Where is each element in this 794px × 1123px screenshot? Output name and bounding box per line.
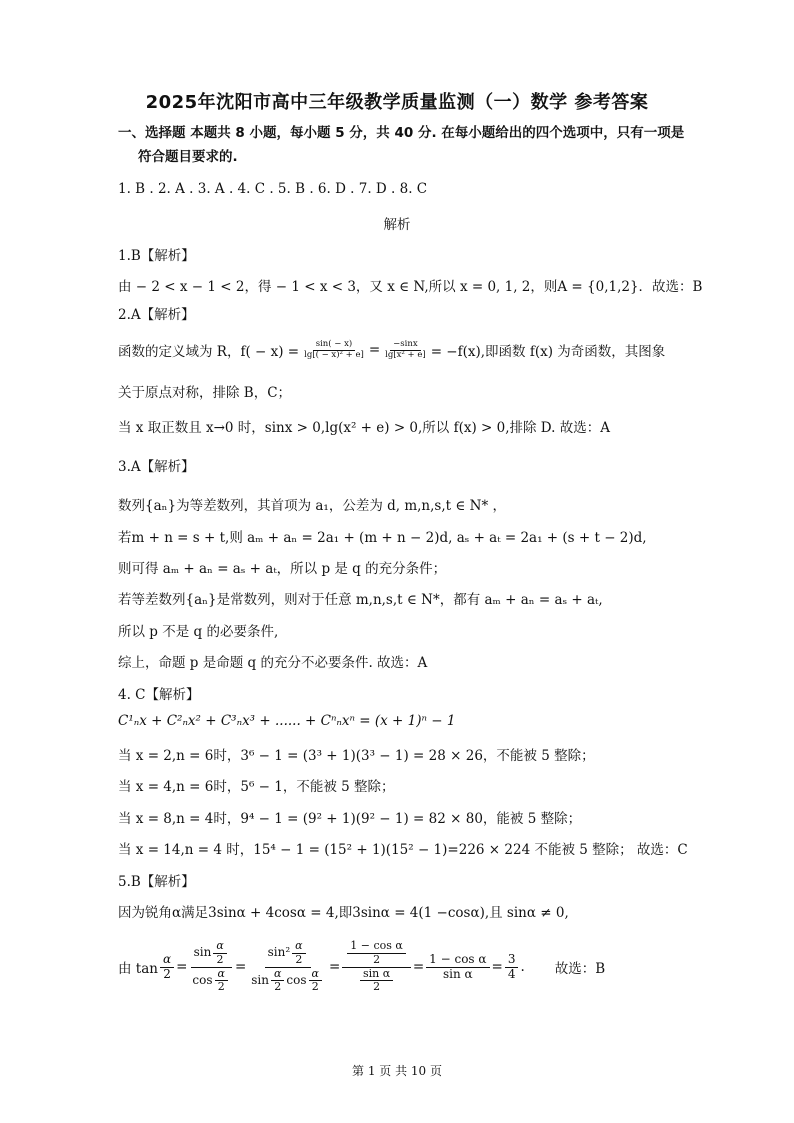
q4-head: 4. C【解析】: [118, 687, 200, 703]
q2-f1-numerator: sin( − x): [313, 340, 356, 351]
q5-simplified-fraction: [426, 953, 489, 982]
q4-line3: 当 x = 4,n = 6时，5⁶ − 1，不能被 5 整除；: [118, 779, 395, 795]
q1-head: 1.B【解析】: [118, 248, 195, 264]
answer-key: 1. B . 2. A . 3. A . 4. C . 5. B . 6. D . 7. D . 8. C: [118, 181, 428, 197]
q5-cf-num: [342, 940, 411, 967]
q5-sf-num: 1 − cos α: [426, 953, 489, 968]
q2-line1: [118, 340, 665, 361]
q2-line2: 关于原点对称，排除 B，C；: [118, 385, 292, 401]
q2-f2-numerator: −sinx: [390, 340, 420, 351]
q5-prefix: 由 tan: [118, 961, 158, 977]
q5-result-fraction: [505, 953, 519, 982]
section1-line2: 符合题目要求的.: [138, 149, 238, 165]
q2-f2-denominator: lg[x² + e]: [385, 349, 426, 360]
analysis-heading: 解析: [383, 217, 411, 233]
q5-rf-num: 3: [505, 953, 519, 968]
q5-line1: 因为锐角α满足3sinα + 4cosα = 4,即3sinα = 4(1 −cosα),且 sinα ≠ 0,: [118, 905, 569, 921]
section1-line1: 一、选择题 本题共 8 小题，每小题 5 分，共 40 分. 在每小题给出的四个选项中，只有一项是: [118, 125, 685, 141]
q5-soc-d-a: α: [215, 968, 228, 982]
q5-period: .: [520, 959, 525, 975]
q5-s2-den-frac1: [271, 968, 284, 994]
q5-cf-den-frac: [360, 968, 393, 994]
q5-s2-sin: sin: [251, 972, 269, 987]
q5-sin-over-cos: [189, 940, 233, 994]
q3-line1: 数列{aₙ}为等差数列，其首项为 a₁，公差为 d, m,n,s,t ∈ N* ，: [118, 498, 506, 514]
q3-head: 3.A【解析】: [118, 459, 195, 475]
q5-cf-d-top: sin α: [360, 968, 393, 982]
q5-soc-den: [189, 968, 233, 994]
q3-line5: 所以 p 不是 q 的必要条件,: [118, 624, 279, 640]
q5-head: 5.B【解析】: [118, 874, 195, 890]
q3-line2: 若m + n = s + t,则 aₘ + aₙ = 2a₁ + (m + n − 2)d, aₛ + aₜ = 2a₁ + (s + t − 2)d,: [118, 530, 647, 546]
q5-s2-d2-2: 2: [311, 980, 319, 994]
q5-s2-d1-a: α: [271, 968, 284, 982]
q2-head: 2.A【解析】: [118, 307, 195, 323]
q5-cf-den: [355, 968, 398, 994]
q5-half-alpha: [160, 953, 174, 982]
q5-s2-num: [265, 940, 311, 967]
q5-cf-n-2: 2: [373, 952, 381, 966]
q5-eq-1: =: [176, 959, 188, 975]
q5-cf-n-top: 1 − cos α: [347, 940, 406, 954]
q4-line5: 当 x = 14,n = 4 时，15⁴ − 1 = (15² + 1)(15² − 1)=226 × 224 不能被 5 整除； 故选：C: [118, 842, 688, 858]
q5-sin2-fraction: [248, 940, 327, 994]
q3-line4: 若等差数列{aₙ}是常数列，则对于任意 m,n,s,t ∈ N*，都有 aₘ + aₙ = aₛ + aₜ,: [118, 592, 603, 608]
q2-line1-suffix: = −f(x),即函数 f(x) 为奇函数，其图象: [430, 344, 666, 361]
q5-soc-num-frac: [213, 940, 226, 966]
q5-soc-cos: cos: [192, 972, 213, 987]
q5-s2-d1-2: 2: [274, 980, 282, 994]
q5-s2-sin2: sin²: [267, 945, 291, 960]
q5-soc-n-2: 2: [216, 952, 224, 966]
q5-sf-den: sin α: [443, 966, 473, 981]
q5-choice: 故选：B: [554, 961, 606, 977]
q5-ha-num: α: [160, 953, 174, 968]
q3-line3: 则可得 aₘ + aₙ = aₛ + aₜ，所以 p 是 q 的充分条件；: [118, 561, 447, 577]
q5-s2-d2-a: α: [309, 968, 322, 982]
page-title: 2025年沈阳市高中三年级教学质量监测（一）数学 参考答案: [145, 92, 649, 113]
q5-eq-4: =: [412, 959, 425, 975]
q5-ha-den: 2: [163, 966, 171, 981]
q1-body: 由 − 2 < x − 1 < 2，得 − 1 < x < 3，又 x ∈ N,所以 x = 0, 1, 2，则A = {0,1,2}．故选：B: [118, 279, 703, 295]
q4-line2: 当 x = 2,n = 6时，3⁶ − 1 = (3³ + 1)(3³ − 1) = 28 × 26，不能被 5 整除；: [118, 748, 595, 764]
q5-soc-sin: sin: [193, 945, 212, 960]
q5-rf-den: 4: [507, 966, 516, 981]
q5-s2-den-frac2: [309, 968, 322, 994]
q5-s2-cos: cos: [286, 972, 307, 987]
q2-line1-prefix: 函数的定义域为 R，f( − x) =: [118, 344, 300, 361]
q5-cf-num-frac: [347, 940, 406, 966]
q5-cf-d-2: 2: [373, 980, 381, 994]
q5-eq-5: =: [491, 959, 503, 975]
q5-s2-n-2: 2: [295, 952, 303, 966]
q5-soc-num: [191, 940, 232, 967]
q4-line1: C¹ₙx + C²ₙx² + C³ₙx³ + ...... + Cⁿₙxⁿ = (x + 1)ⁿ − 1: [118, 713, 456, 729]
q5-line2: [118, 935, 605, 999]
q2-f1-denominator: lg[( − x)² + e]: [304, 349, 364, 360]
q5-s2-n-a: α: [292, 940, 305, 954]
q5-compound-fraction: [342, 940, 411, 994]
q5-s2-den: [248, 968, 327, 994]
q2-fraction-2: [382, 340, 429, 361]
q5-soc-n-a: α: [213, 940, 226, 954]
q4-line4: 当 x = 8,n = 4时，9⁴ − 1 = (9² + 1)(9² − 1) = 82 × 80，能被 5 整除；: [118, 811, 582, 827]
q5-eq-3: =: [328, 959, 341, 975]
q5-soc-d-2: 2: [217, 980, 225, 994]
q3-line6: 综上，命题 p 是命题 q 的充分不必要条件. 故选：A: [118, 655, 428, 671]
q2-equals: =: [368, 342, 381, 359]
page-footer: 第 1 页 共 10 页: [352, 1064, 442, 1078]
q2-line3: 当 x 取正数且 x→0 时，sinx > 0,lg(x² + e) > 0,所以 f(x) > 0,排除 D. 故选：A: [118, 420, 610, 436]
q5-soc-den-frac: [215, 968, 228, 994]
q5-eq-2: =: [234, 959, 247, 975]
q5-s2-num-frac: [292, 940, 305, 966]
q2-fraction-1: [301, 340, 367, 361]
